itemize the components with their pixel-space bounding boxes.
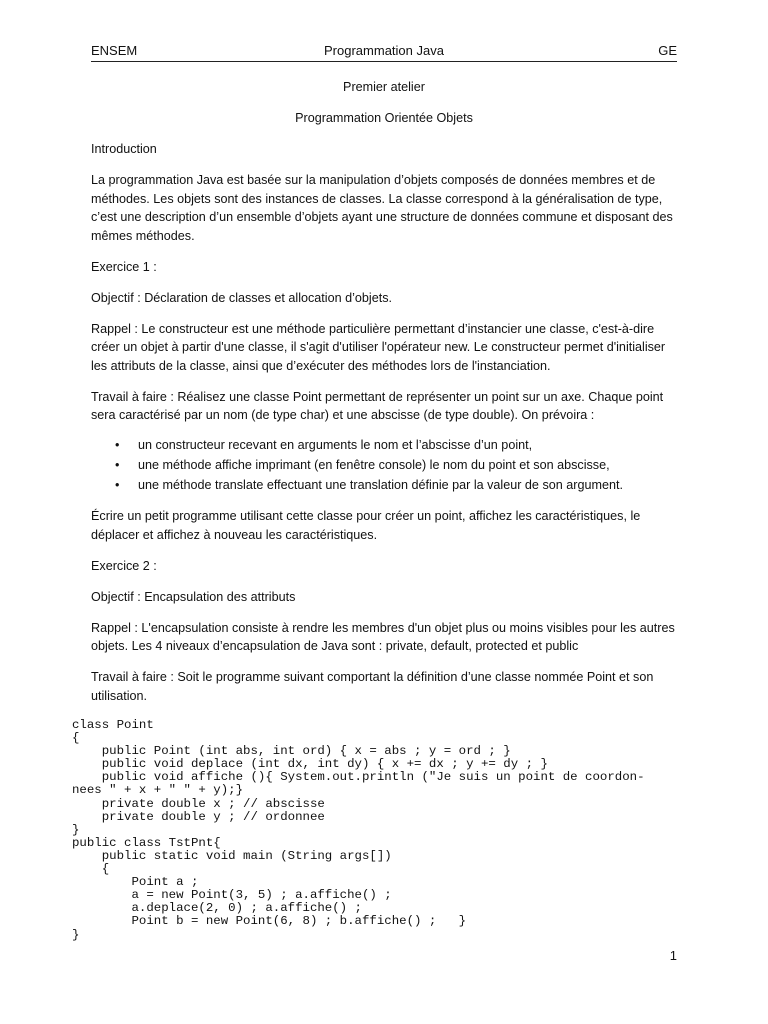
bullet-item: • une méthode affiche imprimant (en fenêtre console) le nom du point et son abscisse, [138, 455, 677, 475]
exercise-2-heading: Exercice 2 : [91, 558, 157, 573]
exercise-1-task: Travail à faire : Réalisez une classe Point permettant de représenter un point sur un axe. Chaque point sera caractérisé par un nom (de type char) et une abscisse (de type double). On prévoira : [91, 389, 664, 422]
bullet-item: • un constructeur recevant en arguments le nom et l’abscisse d’un point, [138, 435, 677, 455]
document-body [91, 78, 677, 718]
document-subtitle: Programmation Orientée Objets [295, 111, 473, 125]
page-number: 1 [669, 948, 677, 963]
exercise-2-objective: Objectif : Encapsulation des attributs [91, 589, 296, 604]
exercise-1-heading: Exercice 1 : [91, 259, 157, 274]
document-title: Premier atelier [343, 80, 425, 94]
header-school: ENSEM [91, 43, 138, 58]
exercise-1-closing: Écrire un petit programme utilisant cette classe pour créer un point, affichez les caractéristiques, le déplacer et affichez à nouveau les caractéristiques. [91, 509, 641, 542]
java-code-listing: class Point { public Point (int abs, int ord) { x = abs ; y = ord ; } public void deplace (int dx, int dy) { x += dx ; y += dy ; } public void affiche (){ System.out.println ("Je suis un point de coordon- nees " + x + " " + y);} private double x ; // abscisse private double y ; // ordonnee } public class TstPnt{ public static void main (String args[]) { Point a ; a = new Point(3, 5) ; a.affiche() ; a.deplace(2, 0) ; a.affiche() ; Point b = new Point(6, 8) ; b.affiche() ; } } [72, 718, 645, 942]
intro-heading: Introduction [91, 142, 157, 156]
page-header [91, 41, 677, 62]
exercise-1-bullet-list [91, 435, 677, 495]
exercise-2-reminder: Rappel : L'encapsulation consiste à rendre les membres d'un objet plus ou moins visibles pour les autres objets. Les 4 niveaux d’encapsulation de Java sont : private, default, protected et public [91, 620, 675, 653]
exercise-1-objective: Objectif : Déclaration de classes et allocation d’objets. [91, 290, 393, 305]
intro-paragraph: La programmation Java est basée sur la manipulation d’objets composés de données membres et de méthodes. Les objets sont des instances de classes. La classe correspond à la généralisation de type, c’est une description d’un ensemble d’objets ayant une structure de données commune et disposant des mêmes méthodes. [91, 173, 673, 243]
bullet-item: • une méthode translate effectuant une translation définie par la valeur de son argument. [138, 475, 677, 495]
header-department: GE [658, 43, 677, 58]
header-course: Programmation Java [324, 43, 444, 58]
exercise-1-reminder: Rappel : Le constructeur est une méthode particulière permettant d’instancier une classe, c'est-à-dire créer un objet à partir d'une classe, il s'agit d'utiliser l'opérateur new. Le constructeur permet d'initialiser les attributs de la classe, ainsi que d’exécuter des méthodes lors de l'instanciation. [91, 321, 666, 373]
exercise-2-task: Travail à faire : Soit le programme suivant comportant la définition d’une classe nommée Point et son utilisation. [91, 670, 654, 703]
